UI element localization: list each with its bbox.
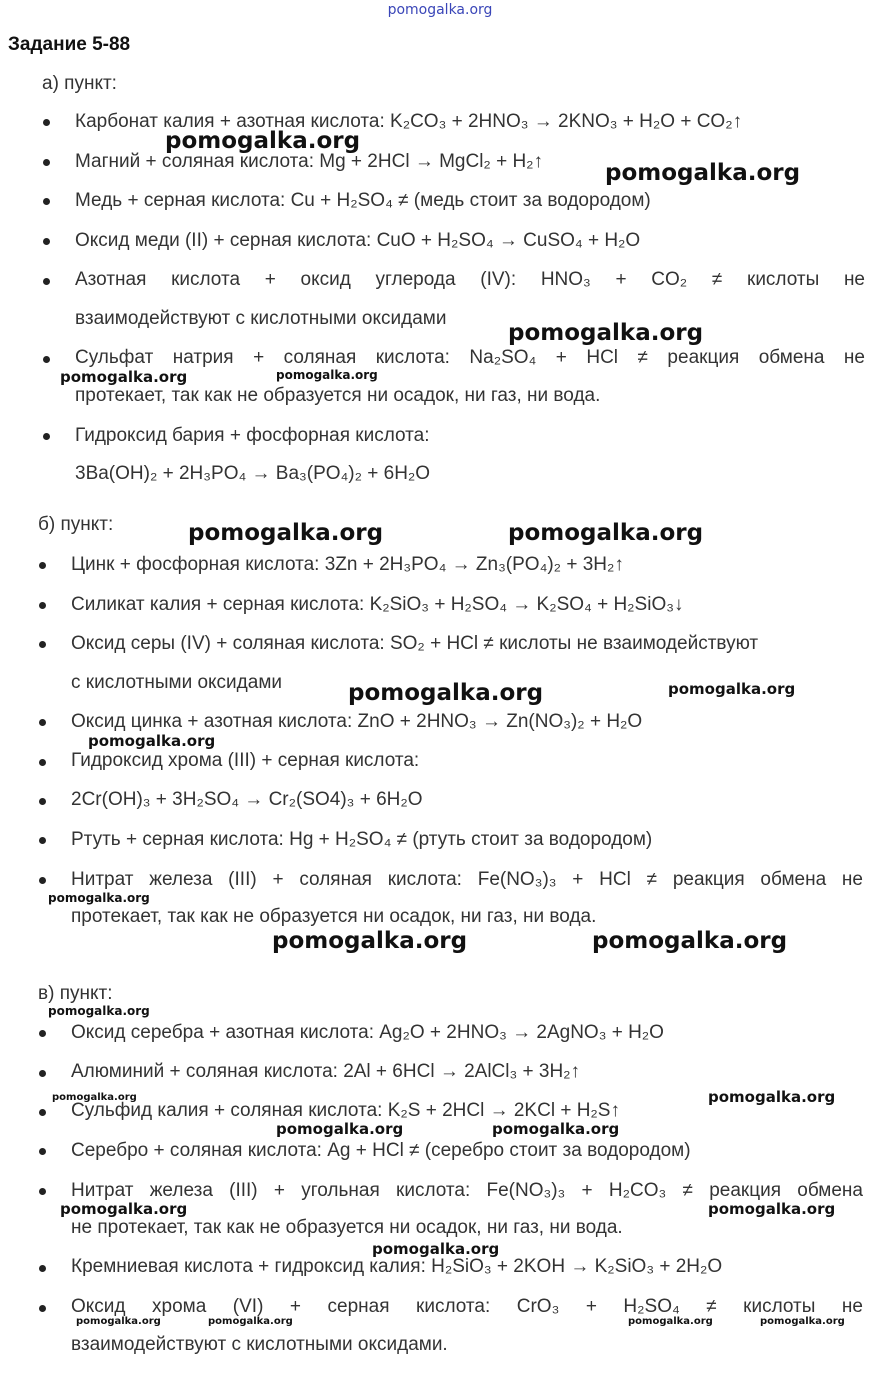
bullet (43, 198, 50, 205)
section-b-label: б) пункт: (38, 514, 114, 535)
bullet (39, 798, 46, 805)
bullet (39, 877, 46, 884)
list-item: Оксид меди (II) + серная кислота: CuO + H₂SO₄ → CuSO₄ + H₂O (75, 230, 641, 251)
bullet (39, 759, 46, 766)
watermark: pomogalka.org (60, 1200, 188, 1218)
watermark: pomogalka.org (668, 680, 796, 698)
bullet (39, 602, 46, 609)
list-item: Медь + серная кислота: Cu + H₂SO₄ ≠ (медь стоит за водородом) (75, 190, 651, 211)
watermark: pomogalka.org (372, 1240, 500, 1258)
list-item: Силикат калия + серная кислота: K₂SiO₃ + H₂SO₄ → K₂SO₄ + H₂SiO₃↓ (71, 594, 684, 615)
list-item: Ртуть + серная кислота: Hg + H₂SO₄ ≠ (ртуть стоит за водородом) (71, 829, 653, 850)
watermark: pomogalka.org (708, 1088, 836, 1106)
list-item: Магний + соляная кислота: Mg + 2HCl → MgCl₂ + H₂↑ (75, 151, 544, 172)
watermark: pomogalka.org (708, 1200, 836, 1218)
list-item: Нитрат железа (III) + соляная кислота: Fe(NO₃)₃ + HCl ≠ реакция обмена не (71, 869, 863, 890)
list-item: Гидроксид хрома (III) + серная кислота: (71, 750, 420, 771)
list-item-continuation: протекает, так как не образуется ни осадок, ни газ, ни вода. (75, 385, 601, 406)
watermark: pomogalka.org (508, 320, 704, 346)
bullet (39, 837, 46, 844)
watermark: pomogalka.org (48, 1004, 150, 1018)
watermark: pomogalka.org (208, 1316, 293, 1327)
watermark: pomogalka.org (492, 1120, 620, 1138)
watermark: pomogalka.org (272, 928, 468, 954)
list-item: Цинк + фосфорная кислота: 3Zn + 2H₃PO₄ → Zn₃(PO₄)₂ + 3H₂↑ (71, 554, 624, 575)
watermark: pomogalka.org (348, 680, 544, 706)
watermark: pomogalka.org (188, 520, 384, 546)
watermark: pomogalka.org (760, 1316, 845, 1327)
list-item-continuation: взаимодействуют с кислотными оксидами (75, 308, 447, 329)
bullet (39, 1188, 46, 1195)
bullet (39, 1265, 46, 1272)
section-c-label: в) пункт: (38, 983, 113, 1004)
watermark: pomogalka.org (628, 1316, 713, 1327)
list-item-continuation: протекает, так как не образуется ни осадок, ни газ, ни вода. (71, 906, 597, 927)
watermark: pomogalka.org (52, 1092, 137, 1103)
bullet (43, 238, 50, 245)
bullet (39, 1070, 46, 1077)
list-item: Оксид хрома (VI) + серная кислота: CrO₃ + H₂SO₄ ≠ кислоты не (71, 1296, 863, 1317)
bullet (39, 1305, 46, 1312)
list-item: Нитрат железа (III) + угольная кислота: Fe(NO₃)₃ + H₂CO₃ ≠ реакция обмена (71, 1180, 863, 1201)
bullet (39, 562, 46, 569)
list-item: Серебро + соляная кислота: Ag + HCl ≠ (серебро стоит за водородом) (71, 1140, 691, 1161)
list-item: Азотная кислота + оксид углерода (IV): HNO₃ + CO₂ ≠ кислоты не (75, 269, 865, 290)
watermark: pomogalka.org (605, 160, 801, 186)
list-item: Сульфат натрия + соляная кислота: Na₂SO₄ + HCl ≠ реакция обмена не (75, 347, 865, 368)
list-item: 2Cr(OH)₃ + 3H₂SO₄ → Cr₂(SO4)₃ + 6H₂O (71, 789, 423, 810)
watermark: pomogalka.org (508, 520, 704, 546)
page-title: Задание 5-88 (8, 34, 131, 55)
bullet (39, 1030, 46, 1037)
bullet (39, 1148, 46, 1155)
bullet (39, 641, 46, 648)
list-item: Карбонат калия + азотная кислота: K₂CO₃ + 2HNO₃ → 2KNO₃ + H₂O + CO₂↑ (75, 111, 743, 132)
watermark: pomogalka.org (165, 128, 361, 154)
bullet (39, 719, 46, 726)
bullet (43, 278, 50, 285)
watermark: pomogalka.org (276, 368, 378, 382)
list-item-continuation: с кислотными оксидами (71, 672, 282, 693)
bullet (43, 356, 50, 363)
list-item-continuation: взаимодействуют с кислотными оксидами. (71, 1334, 448, 1355)
watermark: pomogalka.org (88, 732, 216, 750)
watermark: pomogalka.org (48, 891, 150, 905)
watermark: pomogalka.org (60, 368, 188, 386)
list-item-continuation: 3Ba(OH)₂ + 2H₃PO₄ → Ba₃(PO₄)₂ + 6H₂O (75, 463, 431, 484)
list-item: Алюминий + соляная кислота: 2Al + 6HCl → 2AlCl₃ + 3H₂↑ (71, 1061, 581, 1082)
list-item: Оксид серебра + азотная кислота: Ag₂O + 2HNO₃ → 2AgNO₃ + H₂O (71, 1022, 664, 1043)
list-item-continuation: не протекает, так как не образуется ни осадок, ни газ, ни вода. (71, 1217, 623, 1238)
section-a-label: а) пункт: (42, 73, 117, 94)
list-item: Оксид серы (IV) + соляная кислота: SO₂ + HCl ≠ кислоты не взаимодействуют (71, 633, 759, 654)
list-item: Сульфид калия + соляная кислота: K₂S + 2HCl → 2KCl + H₂S↑ (71, 1100, 620, 1121)
bullet (39, 1109, 46, 1116)
list-item: Гидроксид бария + фосфорная кислота: (75, 425, 430, 446)
bullet (43, 159, 50, 166)
list-item: Кремниевая кислота + гидроксид калия: H₂SiO₃ + 2KOH → K₂SiO₃ + 2H₂O (71, 1256, 723, 1277)
list-item: Оксид цинка + азотная кислота: ZnO + 2HNO₃ → Zn(NO₃)₂ + H₂O (71, 711, 643, 732)
watermark-top: pomogalka.org (387, 2, 493, 18)
watermark: pomogalka.org (592, 928, 788, 954)
watermark: pomogalka.org (76, 1316, 161, 1327)
watermark: pomogalka.org (276, 1120, 404, 1138)
bullet (43, 433, 50, 440)
bullet (43, 119, 50, 126)
